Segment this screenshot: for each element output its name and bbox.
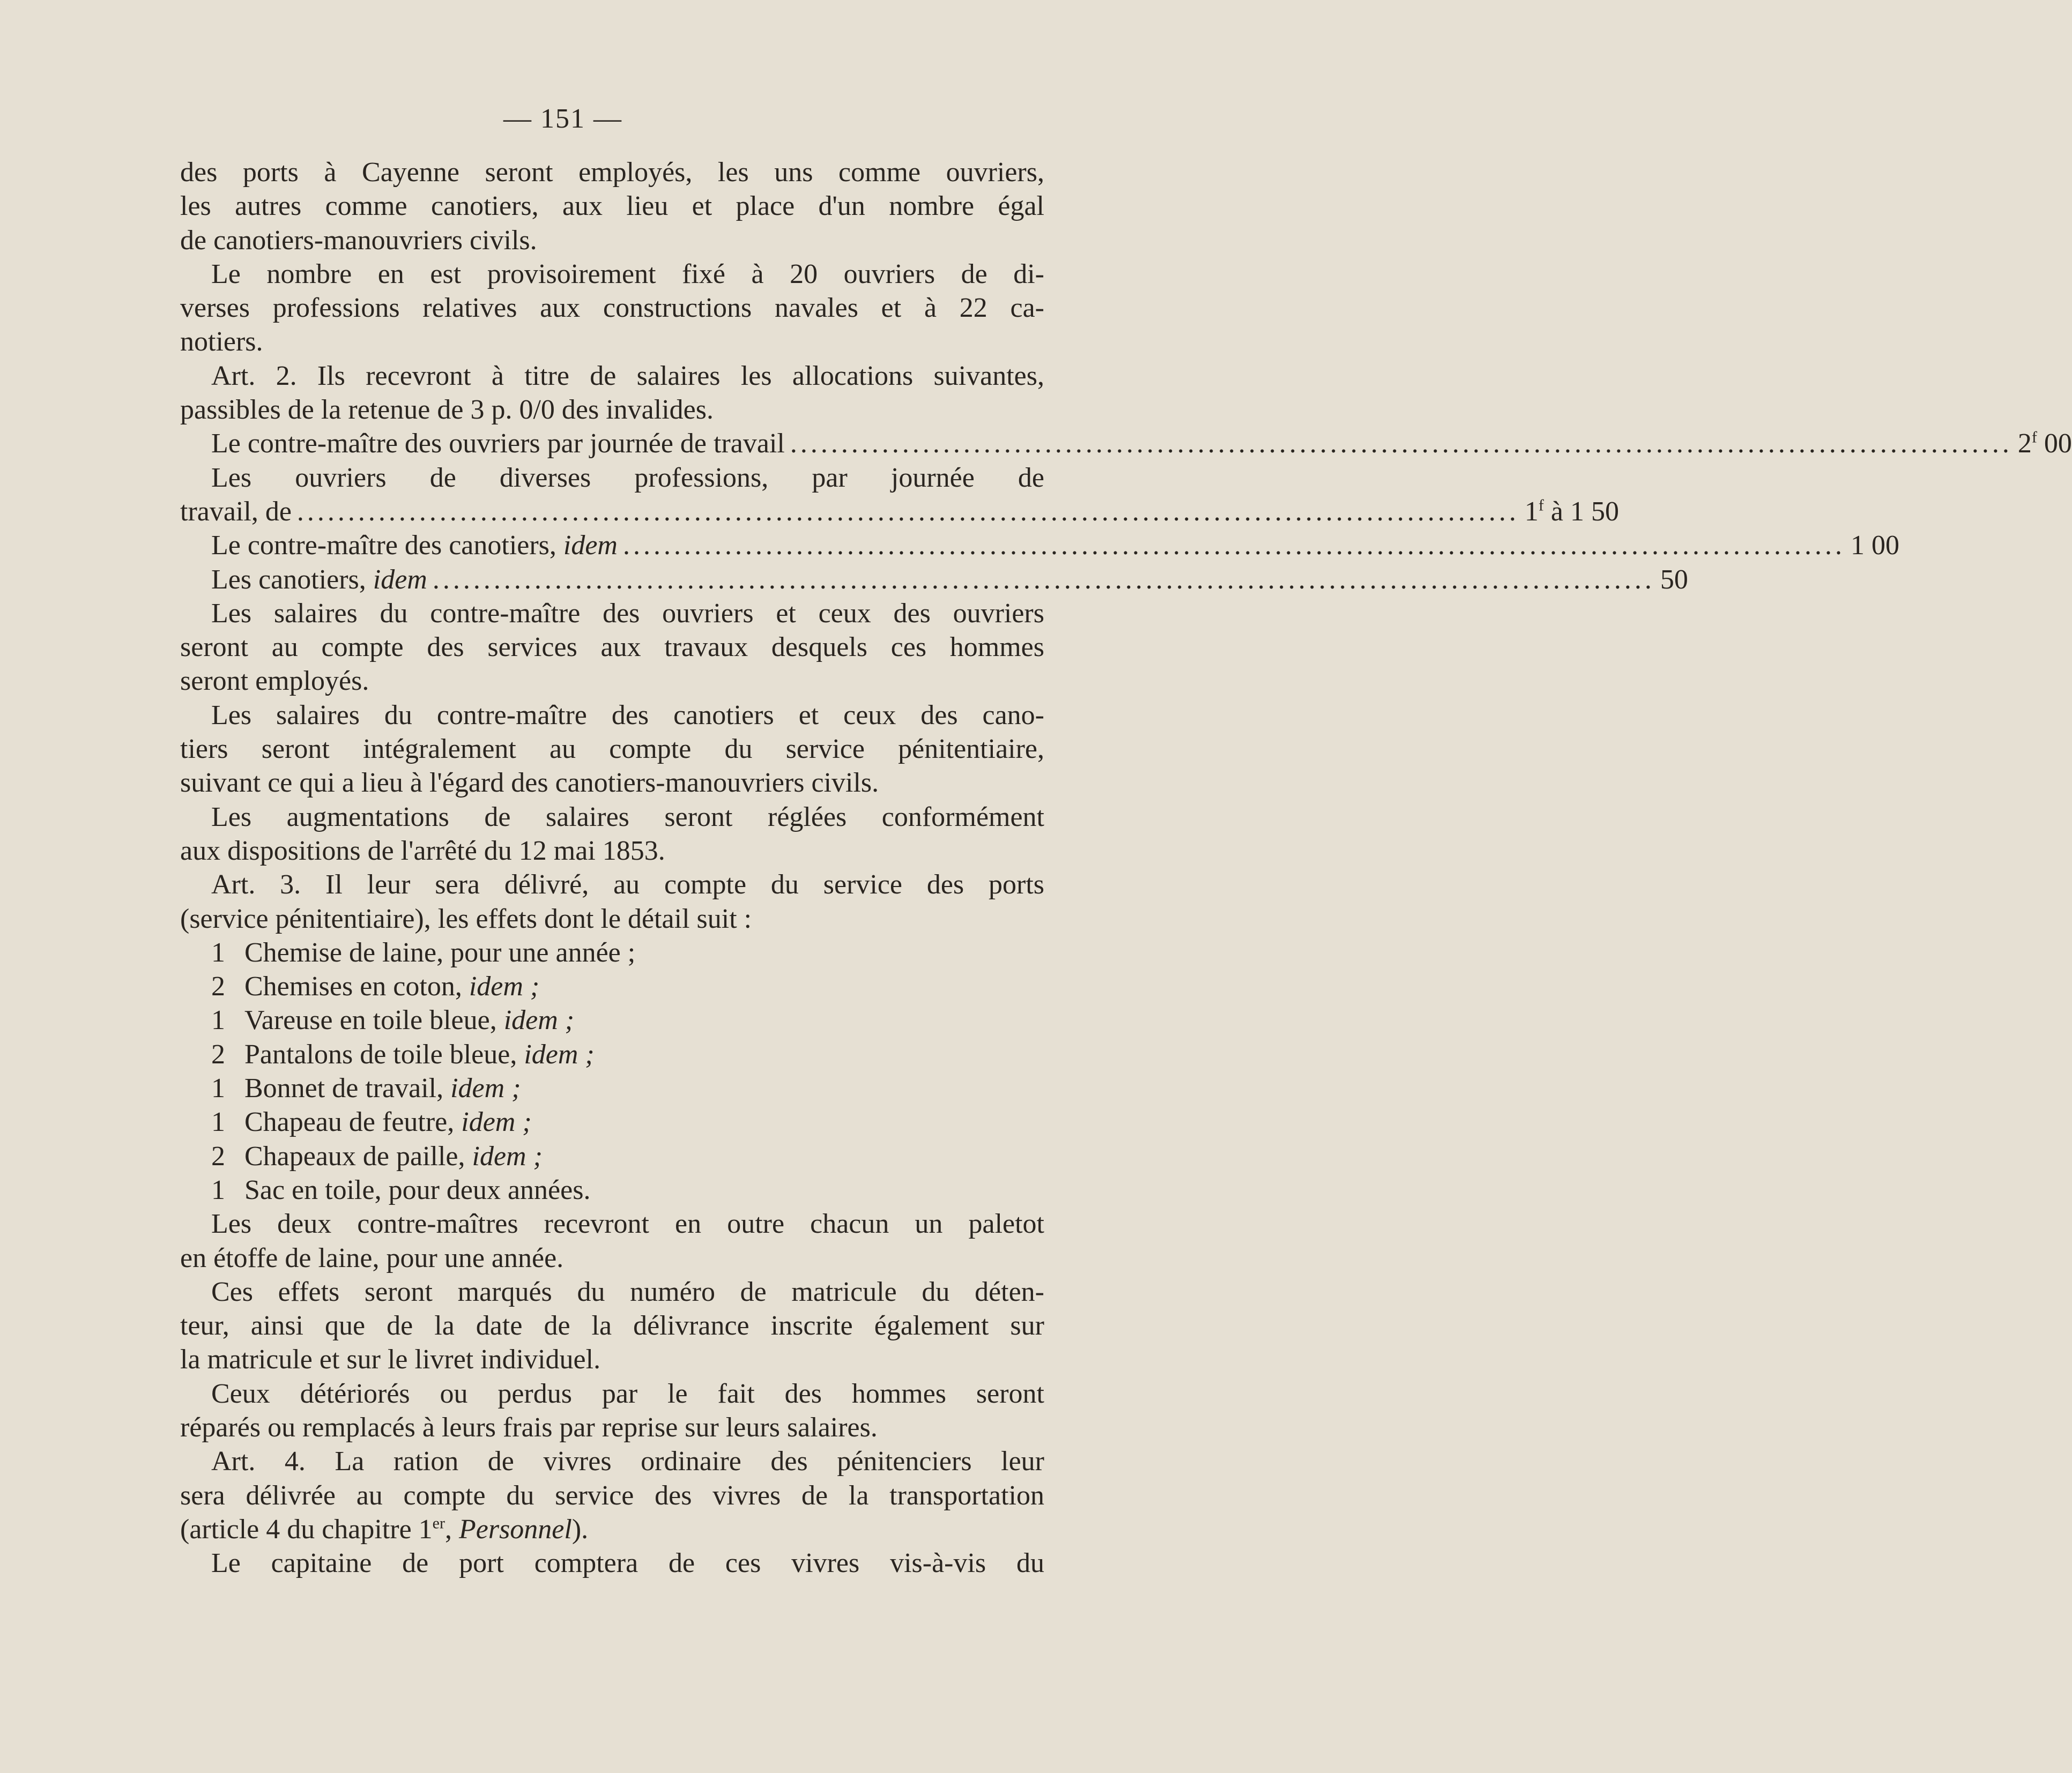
item-idem: idem ; <box>450 1073 521 1104</box>
ref-post: ). <box>571 1514 589 1545</box>
text-line: Le nombre en est provisoirement fixé à 20 ouvriers de di- <box>211 258 1044 289</box>
text-line: notiers. <box>180 326 263 357</box>
rate-amount-value: 50 <box>1660 564 1688 595</box>
rate-label <box>211 427 785 460</box>
list-item <box>180 970 1044 1003</box>
rate-line <box>180 563 1688 597</box>
ref-pre: (article 4 du chapitre 1 <box>180 1514 433 1545</box>
item-idem: idem ; <box>461 1107 532 1138</box>
item-text: Chapeaux de paille, <box>244 1141 472 1172</box>
rate-unit: f <box>2031 429 2037 447</box>
item-quantity: 1 <box>211 1073 225 1104</box>
rate-label-text: travail, de <box>180 496 292 527</box>
rate-label-idem: idem <box>563 530 618 561</box>
dot-leader: ........................................................................................................................ <box>623 530 1845 561</box>
text-line: Le capitaine de port comptera de ces vivres vis-à-vis du <box>211 1548 1044 1579</box>
page-number: — 151 — <box>503 103 622 134</box>
text-line: seront au compte des services aux travaux desquels ces hommes <box>180 632 1044 663</box>
item-quantity: 1 <box>211 937 225 968</box>
text-line: Les augmentations de salaires seront réglées conformément <box>211 801 1044 832</box>
item-quantity: 2 <box>211 1039 225 1070</box>
rate-amount-value: 1 <box>1524 496 1539 527</box>
rate-amount-value: 1 00 <box>1851 530 1899 561</box>
list-item <box>180 1071 1044 1105</box>
item-text: Bonnet de travail, <box>244 1073 451 1104</box>
item-text: Pantalons de toile bleue, <box>244 1039 524 1070</box>
dot-leader: ........................................................................................................................ <box>432 564 1655 595</box>
rate-label <box>211 563 427 597</box>
item-quantity: 1 <box>211 1005 225 1036</box>
item-text: Chapeau de feutre, <box>244 1107 462 1138</box>
text-line: Art. 2. Ils recevront à titre de salaires les allocations suivantes, <box>211 360 1044 391</box>
rate-label-text: Les canotiers, <box>211 564 366 595</box>
text-line: (service pénitentiaire), les effets dont le détail suit : <box>180 903 752 934</box>
text-line: Ces effets seront marqués du numéro de matricule du déten- <box>211 1276 1044 1307</box>
rate-amount <box>1660 563 1688 597</box>
text-line: Art. 4. La ration de vivres ordinaire des pénitenciers leur <box>211 1446 1044 1477</box>
text-line: aux dispositions de l'arrêté du 12 mai 1853. <box>180 835 665 866</box>
rate-line <box>180 427 2072 460</box>
item-quantity: 1 <box>211 1107 225 1138</box>
text-line: teur, ainsi que de la date de la délivrance inscrite également sur <box>180 1310 1044 1342</box>
rate-amount-value: 2 <box>2017 428 2032 459</box>
list-item <box>180 1139 1044 1173</box>
text-line: tiers seront intégralement au compte du service pénitentiaire, <box>180 734 1044 765</box>
text-line: seront employés. <box>180 666 369 697</box>
text-line: la matricule et sur le livret individuel. <box>180 1344 601 1375</box>
text-line: Les salaires du contre-maître des ouvriers et ceux des ouvriers <box>211 598 1044 629</box>
list-item <box>180 1003 1044 1037</box>
rate-label <box>180 495 292 528</box>
rate-amount <box>1525 495 1619 528</box>
rate-label <box>211 528 618 562</box>
text-line: en étoffe de laine, pour une année. <box>180 1242 564 1273</box>
text-line: Les ouvriers de diverses professions, par journée de <box>211 462 1044 493</box>
body-text <box>180 155 2072 1580</box>
text-line: Les salaires du contre-maître des canotiers et ceux des cano- <box>211 699 1044 731</box>
rate-line <box>180 495 1619 528</box>
text-line: de canotiers-manouvriers civils. <box>180 225 537 256</box>
text-line: Art. 3. Il leur sera délivré, au compte du service des ports <box>211 869 1044 900</box>
ref-mid: , <box>444 1514 459 1545</box>
rate-label-text: Le contre-maître des ouvriers par journée de travail <box>211 428 785 459</box>
list-item <box>180 1105 1044 1139</box>
text-line <box>180 1513 1044 1546</box>
item-quantity: 2 <box>211 1141 225 1172</box>
text-line: suivant ce qui a lieu à l'égard des canotiers-manouvriers civils. <box>180 768 879 799</box>
item-quantity: 2 <box>211 971 225 1002</box>
item-quantity: 1 <box>211 1174 225 1205</box>
item-idem: idem ; <box>472 1141 543 1172</box>
text-line: réparés ou remplacés à leurs frais par reprise sur leurs salaires. <box>180 1412 878 1443</box>
rate-unit: f <box>1538 496 1544 515</box>
ref-sup: er <box>432 1514 445 1532</box>
item-text: Chemises en coton, <box>244 971 469 1002</box>
item-text: Sac en toile, pour deux années. <box>244 1174 591 1205</box>
list-item <box>180 1173 1044 1207</box>
text-line: Les deux contre-maîtres recevront en outre chacun un paletot <box>211 1209 1044 1240</box>
rate-amount-rest: à 1 50 <box>1543 496 1619 527</box>
dot-leader: ........................................................................................................................ <box>296 496 1519 527</box>
dot-leader: ........................................................................................................................ <box>790 428 2012 459</box>
item-idem: idem ; <box>503 1005 575 1036</box>
rate-line <box>180 528 1899 562</box>
item-idem: idem ; <box>469 971 540 1002</box>
text-line: des ports à Cayenne seront employés, les uns comme ouvriers, <box>180 157 1044 188</box>
list-item <box>180 936 1044 970</box>
text-line: passibles de la retenue de 3 p. 0/0 des invalides. <box>180 394 714 426</box>
rate-amount-rest: 00 <box>2037 428 2072 459</box>
item-text: Vareuse en toile bleue, <box>244 1005 504 1036</box>
rate-label-text: Le contre-maître des canotiers, <box>211 530 556 561</box>
item-text: Chemise de laine, pour une année ; <box>244 937 636 968</box>
item-idem: idem ; <box>524 1039 595 1070</box>
ref-italic: Personnel <box>458 1514 572 1545</box>
text-line: Ceux détériorés ou perdus par le fait des hommes seront <box>211 1378 1044 1409</box>
list-item <box>180 1038 1044 1071</box>
text-line: sera délivrée au compte du service des vivres de la transportation <box>180 1480 1044 1511</box>
rate-label-idem: idem <box>373 564 427 595</box>
text-line: verses professions relatives aux constructions navales et à 22 ca- <box>180 293 1044 324</box>
rate-amount <box>1851 528 1899 562</box>
text-line: les autres comme canotiers, aux lieu et place d'un nombre égal <box>180 191 1044 222</box>
rate-amount <box>2018 427 2072 460</box>
